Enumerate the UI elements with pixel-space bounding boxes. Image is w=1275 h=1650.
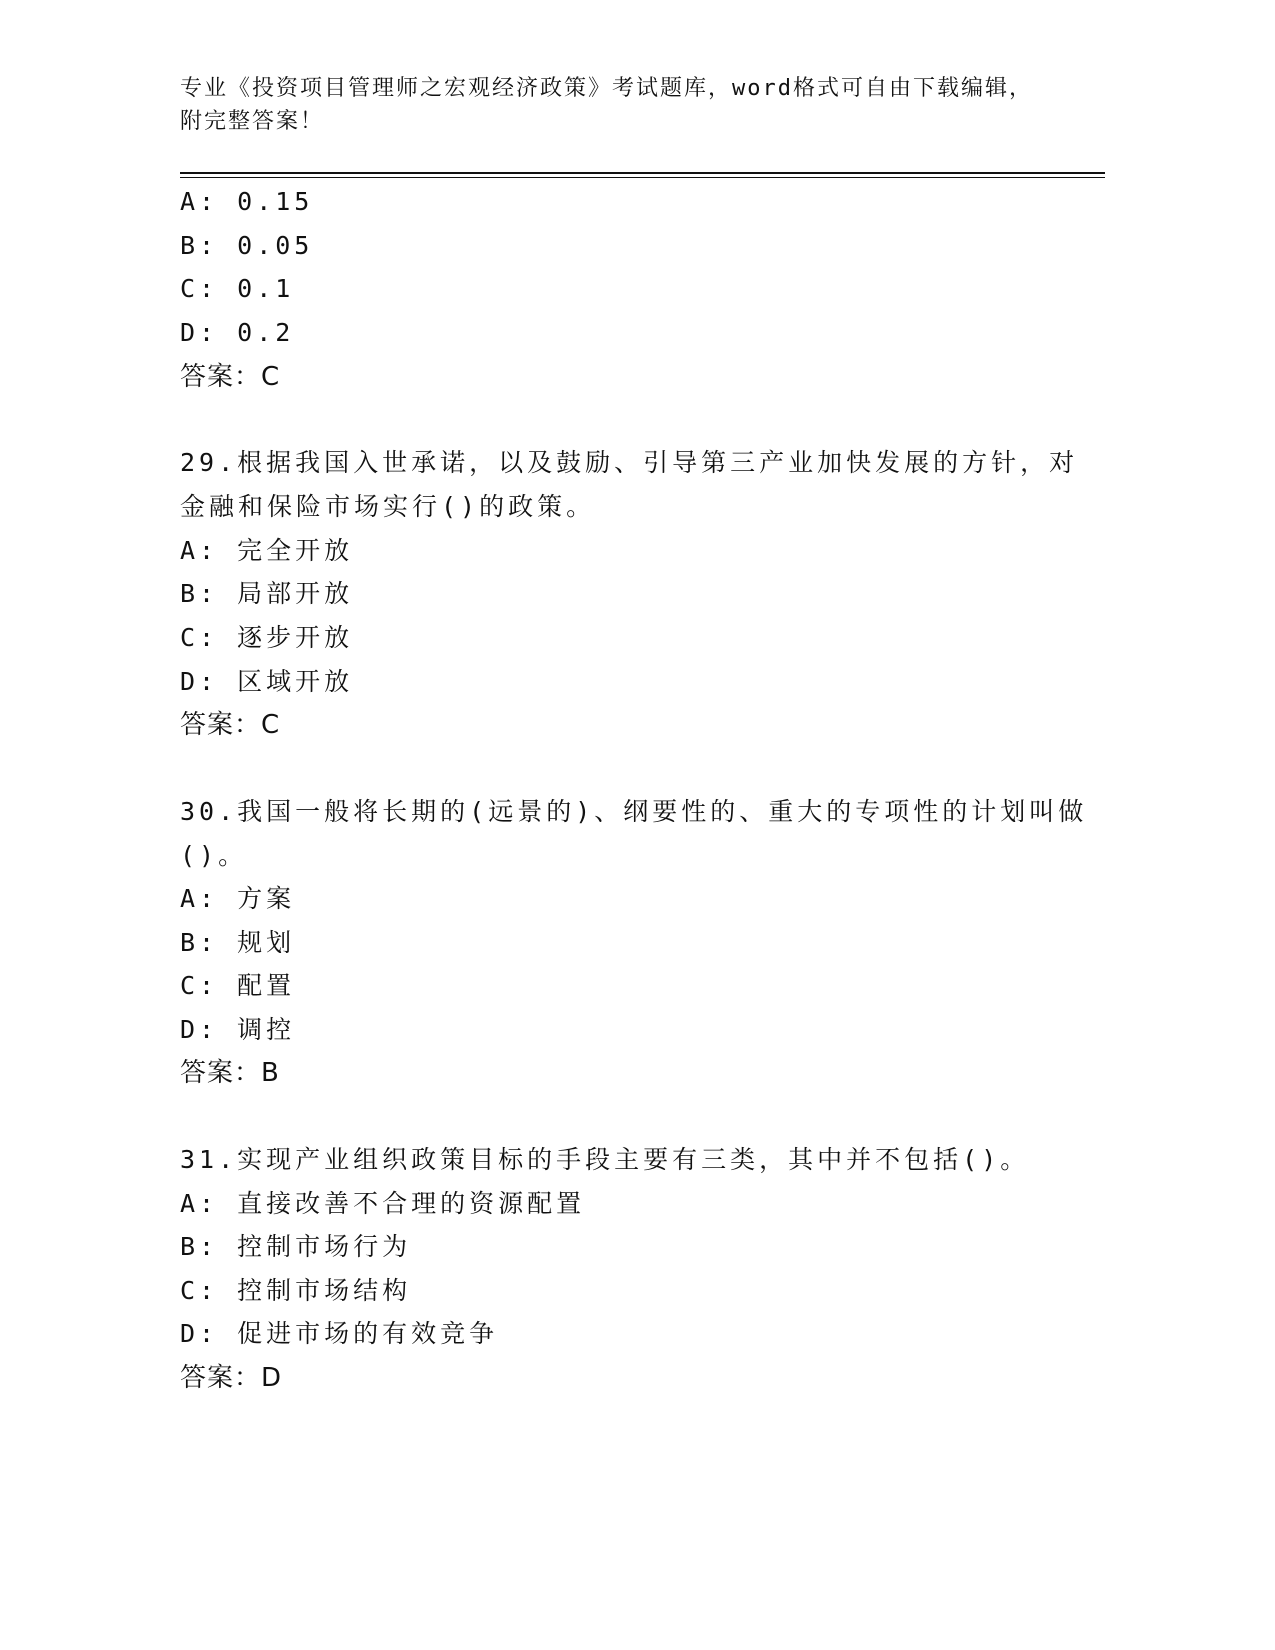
q30-option-b: B: 规划 — [180, 928, 296, 957]
q31-option-c: C: 控制市场结构 — [180, 1276, 412, 1305]
q29-option-a: A: 完全开放 — [180, 536, 354, 565]
q29-question-line-2: 金融和保险市场实行()的政策。 — [180, 492, 596, 521]
header-line-1: 专业《投资项目管理师之宏观经济政策》考试题库，word格式可自由下载编辑， — [180, 76, 1033, 101]
q29-option-b: B: 局部开放 — [180, 579, 354, 608]
q31-option-d: D: 促进市场的有效竞争 — [180, 1319, 499, 1348]
q29-answer: 答案：C — [180, 710, 281, 740]
document-header — [180, 72, 1080, 138]
q29-option-c: C: 逐步开放 — [180, 623, 354, 652]
q31-option-b: B: 控制市场行为 — [180, 1232, 412, 1261]
q28-option-d: D: 0.2 — [180, 318, 295, 347]
q28-option-c: C: 0.1 — [180, 274, 295, 303]
q30-option-a: A: 方案 — [180, 884, 296, 913]
header-divider-thin — [180, 177, 1105, 178]
q28-answer: 答案：C — [180, 362, 281, 392]
q28-option-a: A: 0.15 — [180, 187, 314, 216]
q30-option-c: C: 配置 — [180, 971, 296, 1000]
q29-option-d: D: 区域开放 — [180, 667, 354, 696]
q30-option-d: D: 调控 — [180, 1015, 296, 1044]
q31-question-line-1: 31.实现产业组织政策目标的手段主要有三类，其中并不包括()。 — [180, 1145, 1030, 1174]
q30-answer: 答案：B — [180, 1058, 280, 1088]
q31-option-a: A: 直接改善不合理的资源配置 — [180, 1189, 586, 1218]
q29-question-line-1: 29.根据我国入世承诺，以及鼓励、引导第三产业加快发展的方针，对 — [180, 448, 1079, 477]
q30-question-line-2: ()。 — [180, 841, 248, 870]
q28-option-b: B: 0.05 — [180, 231, 314, 260]
header-line-2: 附完整答案！ — [180, 109, 325, 134]
header-divider-thick — [180, 172, 1105, 174]
q30-question-line-1: 30.我国一般将长期的(远景的)、纲要性的、重大的专项性的计划叫做 — [180, 797, 1088, 826]
q31-answer: 答案：D — [180, 1363, 283, 1393]
